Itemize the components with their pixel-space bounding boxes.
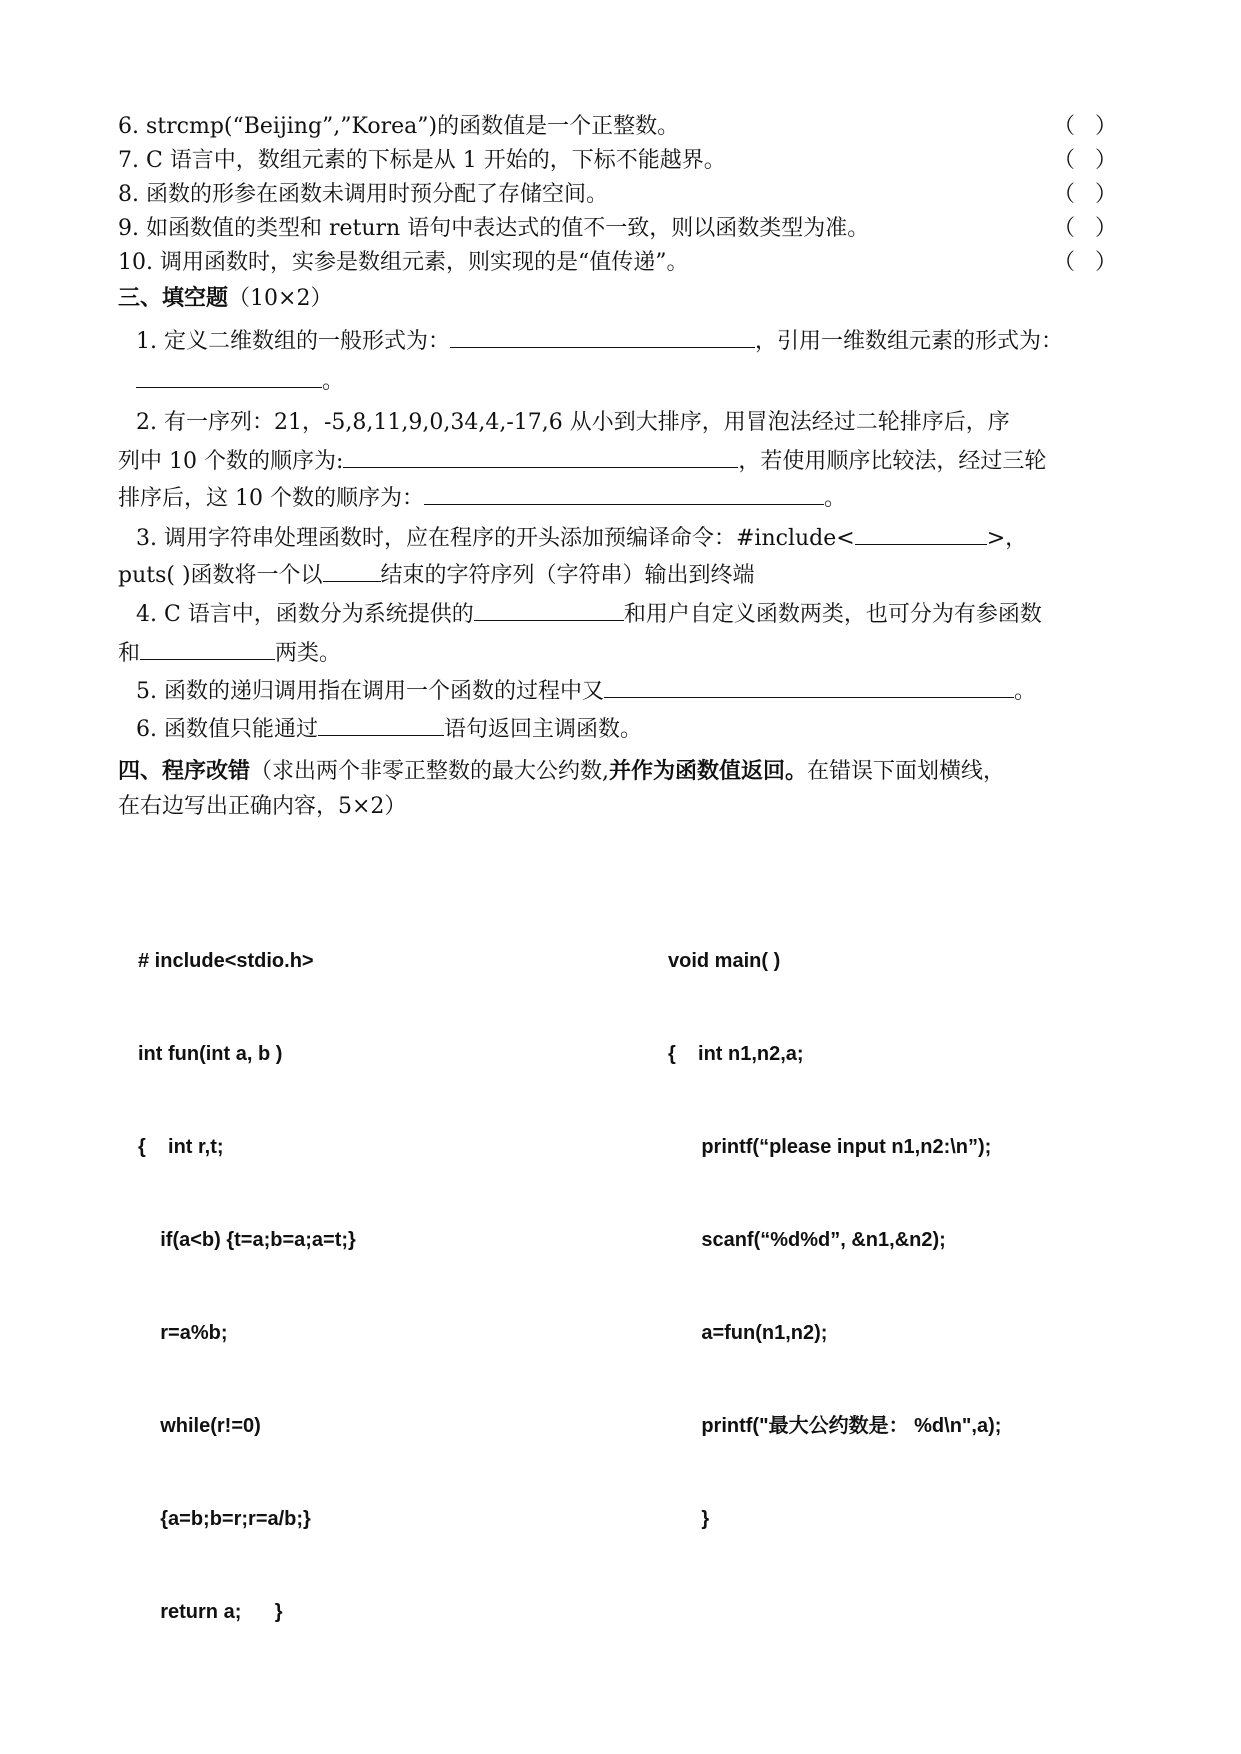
answer-blank[interactable] (604, 673, 1014, 698)
answer-paren-close: ） (1095, 148, 1118, 173)
section-3-title: 三、填空题 (118, 286, 229, 311)
fill-q2-text-d: 排序后，这 10 个数的顺序为： (118, 486, 424, 511)
code-line: return a; } (138, 1601, 283, 1623)
code-line: int fun(int a, b ) (138, 1043, 283, 1065)
answer-blank[interactable] (474, 596, 624, 621)
section-4-note-3: 在右边写出正确内容，5×2） (118, 794, 407, 819)
judge-item-6 (118, 110, 1128, 144)
answer-paren-open: （ (1053, 182, 1076, 207)
answer-blank[interactable] (136, 363, 322, 388)
code-line: printf("最大公约数是： %d\n",a); (668, 1415, 1002, 1437)
fill-q1-text-c: 。 (322, 369, 345, 394)
code-line: } (668, 1508, 710, 1530)
fill-q1-text-a: 1. 定义二维数组的一般形式为： (136, 329, 450, 354)
code-block-main (668, 884, 1001, 1597)
fill-q4-line1 (136, 596, 1042, 632)
code-line: a=fun(n1,n2); (668, 1322, 828, 1344)
section-4-bold-note: 并作为函数值返回。 (609, 759, 808, 784)
section-4-note-line2 (118, 790, 406, 824)
answer-paren-close: ） (1095, 216, 1118, 241)
answer-paren-open: （ (1053, 114, 1076, 139)
answer-blank[interactable] (323, 557, 381, 582)
fill-q4-text-b: 和用户自定义函数两类，也可分为有参函数 (623, 602, 1042, 627)
fill-q2-text-b: 列中 10 个数的顺序为: (118, 449, 344, 474)
code-line: while(r!=0) (138, 1415, 261, 1437)
judge-item-10 (118, 246, 1128, 280)
answer-blank[interactable] (318, 711, 444, 736)
answer-paren-open: （ (1053, 216, 1076, 241)
code-line: { int r,t; (138, 1136, 224, 1158)
fill-q3-line1 (136, 520, 1027, 556)
fill-q2-text-a: 2. 有一序列：21，-5,8,11,9,0,34,4,-17,6 从小到大排序，用冒泡法经过二轮排序后，序 (136, 410, 1010, 435)
fill-q6-text-a: 6. 函数值只能通过 (136, 717, 318, 742)
fill-q1-line1 (136, 323, 1063, 359)
answer-blank[interactable] (343, 443, 738, 468)
judge-item-text: 8. 函数的形参在函数未调用时预分配了存储空间。 (118, 182, 608, 207)
fill-q3-text-a: 3. 调用字符串处理函数时，应在程序的开头添加预编译命令：#include< (136, 526, 855, 551)
fill-q3-text-b: >， (986, 526, 1028, 551)
fill-q4-line2 (118, 635, 341, 671)
judge-item-text: 6. strcmp(“Beijing”,”Korea”)的函数值是一个正整数。 (118, 114, 680, 139)
answer-paren-open: （ (1053, 148, 1076, 173)
code-line: # include<stdio.h> (138, 950, 314, 972)
fill-q6-line (136, 711, 642, 747)
fill-q5-text-b: 。 (1014, 679, 1037, 704)
answer-paren-close: ） (1095, 114, 1118, 139)
fill-q5-line (136, 673, 1036, 709)
judge-item-text: 10. 调用函数时，实参是数组元素，则实现的是“值传递”。 (118, 250, 689, 275)
fill-q2-line3 (118, 480, 846, 516)
fill-q4-text-d: 两类。 (275, 641, 342, 666)
fill-q4-text-a: 4. C 语言中，函数分为系统提供的 (136, 602, 474, 627)
fill-q2-text-e: 。 (823, 486, 846, 511)
judge-item-text: 9. 如函数值的类型和 return 语句中表达式的值不一致，则以函数类型为准。 (118, 216, 870, 241)
code-line: scanf(“%d%d”, &n1,&n2); (668, 1229, 946, 1251)
answer-blank[interactable] (140, 635, 275, 660)
section-4-note-2: 在错误下面划横线， (807, 759, 1006, 784)
judge-item-text: 7. C 语言中，数组元素的下标是从 1 开始的，下标不能越界。 (118, 148, 726, 173)
section-4-title: 四、程序改错 (118, 759, 251, 784)
fill-q3-text-c: puts( )函数将一个以 (118, 563, 323, 588)
section-3-heading (118, 282, 332, 316)
fill-q1-text-b: ，引用一维数组元素的形式为： (754, 329, 1063, 354)
judge-item-9 (118, 212, 1128, 246)
answer-paren-open: （ (1053, 250, 1076, 275)
code-line: void main( ) (668, 950, 781, 972)
fill-q3-line2 (118, 557, 755, 593)
section-3-score: （10×2） (228, 286, 333, 311)
code-line: { int n1,n2,a; (668, 1043, 804, 1065)
answer-paren-close: ） (1095, 182, 1118, 207)
answer-blank[interactable] (855, 520, 987, 545)
fill-q2-line2 (118, 443, 1046, 479)
code-line: printf(“please input n1,n2:\n”); (668, 1136, 992, 1158)
fill-q4-text-c: 和 (118, 641, 141, 666)
section-4-note-1: （求出两个非零正整数的最大公约数, (250, 759, 610, 784)
code-line: r=a%b; (138, 1322, 228, 1344)
code-block-fun (138, 884, 356, 1690)
code-line: if(a<b) {t=a;b=a;a=t;} (138, 1229, 356, 1251)
fill-q2-text-c: ，若使用顺序比较法，经过三轮 (738, 449, 1047, 474)
answer-paren-close: ） (1095, 250, 1118, 275)
judge-item-8 (118, 178, 1128, 212)
answer-blank[interactable] (424, 480, 824, 505)
fill-q5-text-a: 5. 函数的递归调用指在调用一个函数的过程中又 (136, 679, 604, 704)
code-line: {a=b;b=r;r=a/b;} (138, 1508, 311, 1530)
fill-q6-text-b: 语句返回主调函数。 (443, 717, 642, 742)
fill-q2-line1 (136, 406, 1010, 440)
answer-blank[interactable] (450, 323, 755, 348)
judge-item-7 (118, 144, 1128, 178)
section-4-heading (118, 755, 1005, 789)
fill-q3-text-d: 结束的字符序列（字符串）输出到终端 (380, 563, 755, 588)
fill-q1-line2 (136, 363, 344, 399)
